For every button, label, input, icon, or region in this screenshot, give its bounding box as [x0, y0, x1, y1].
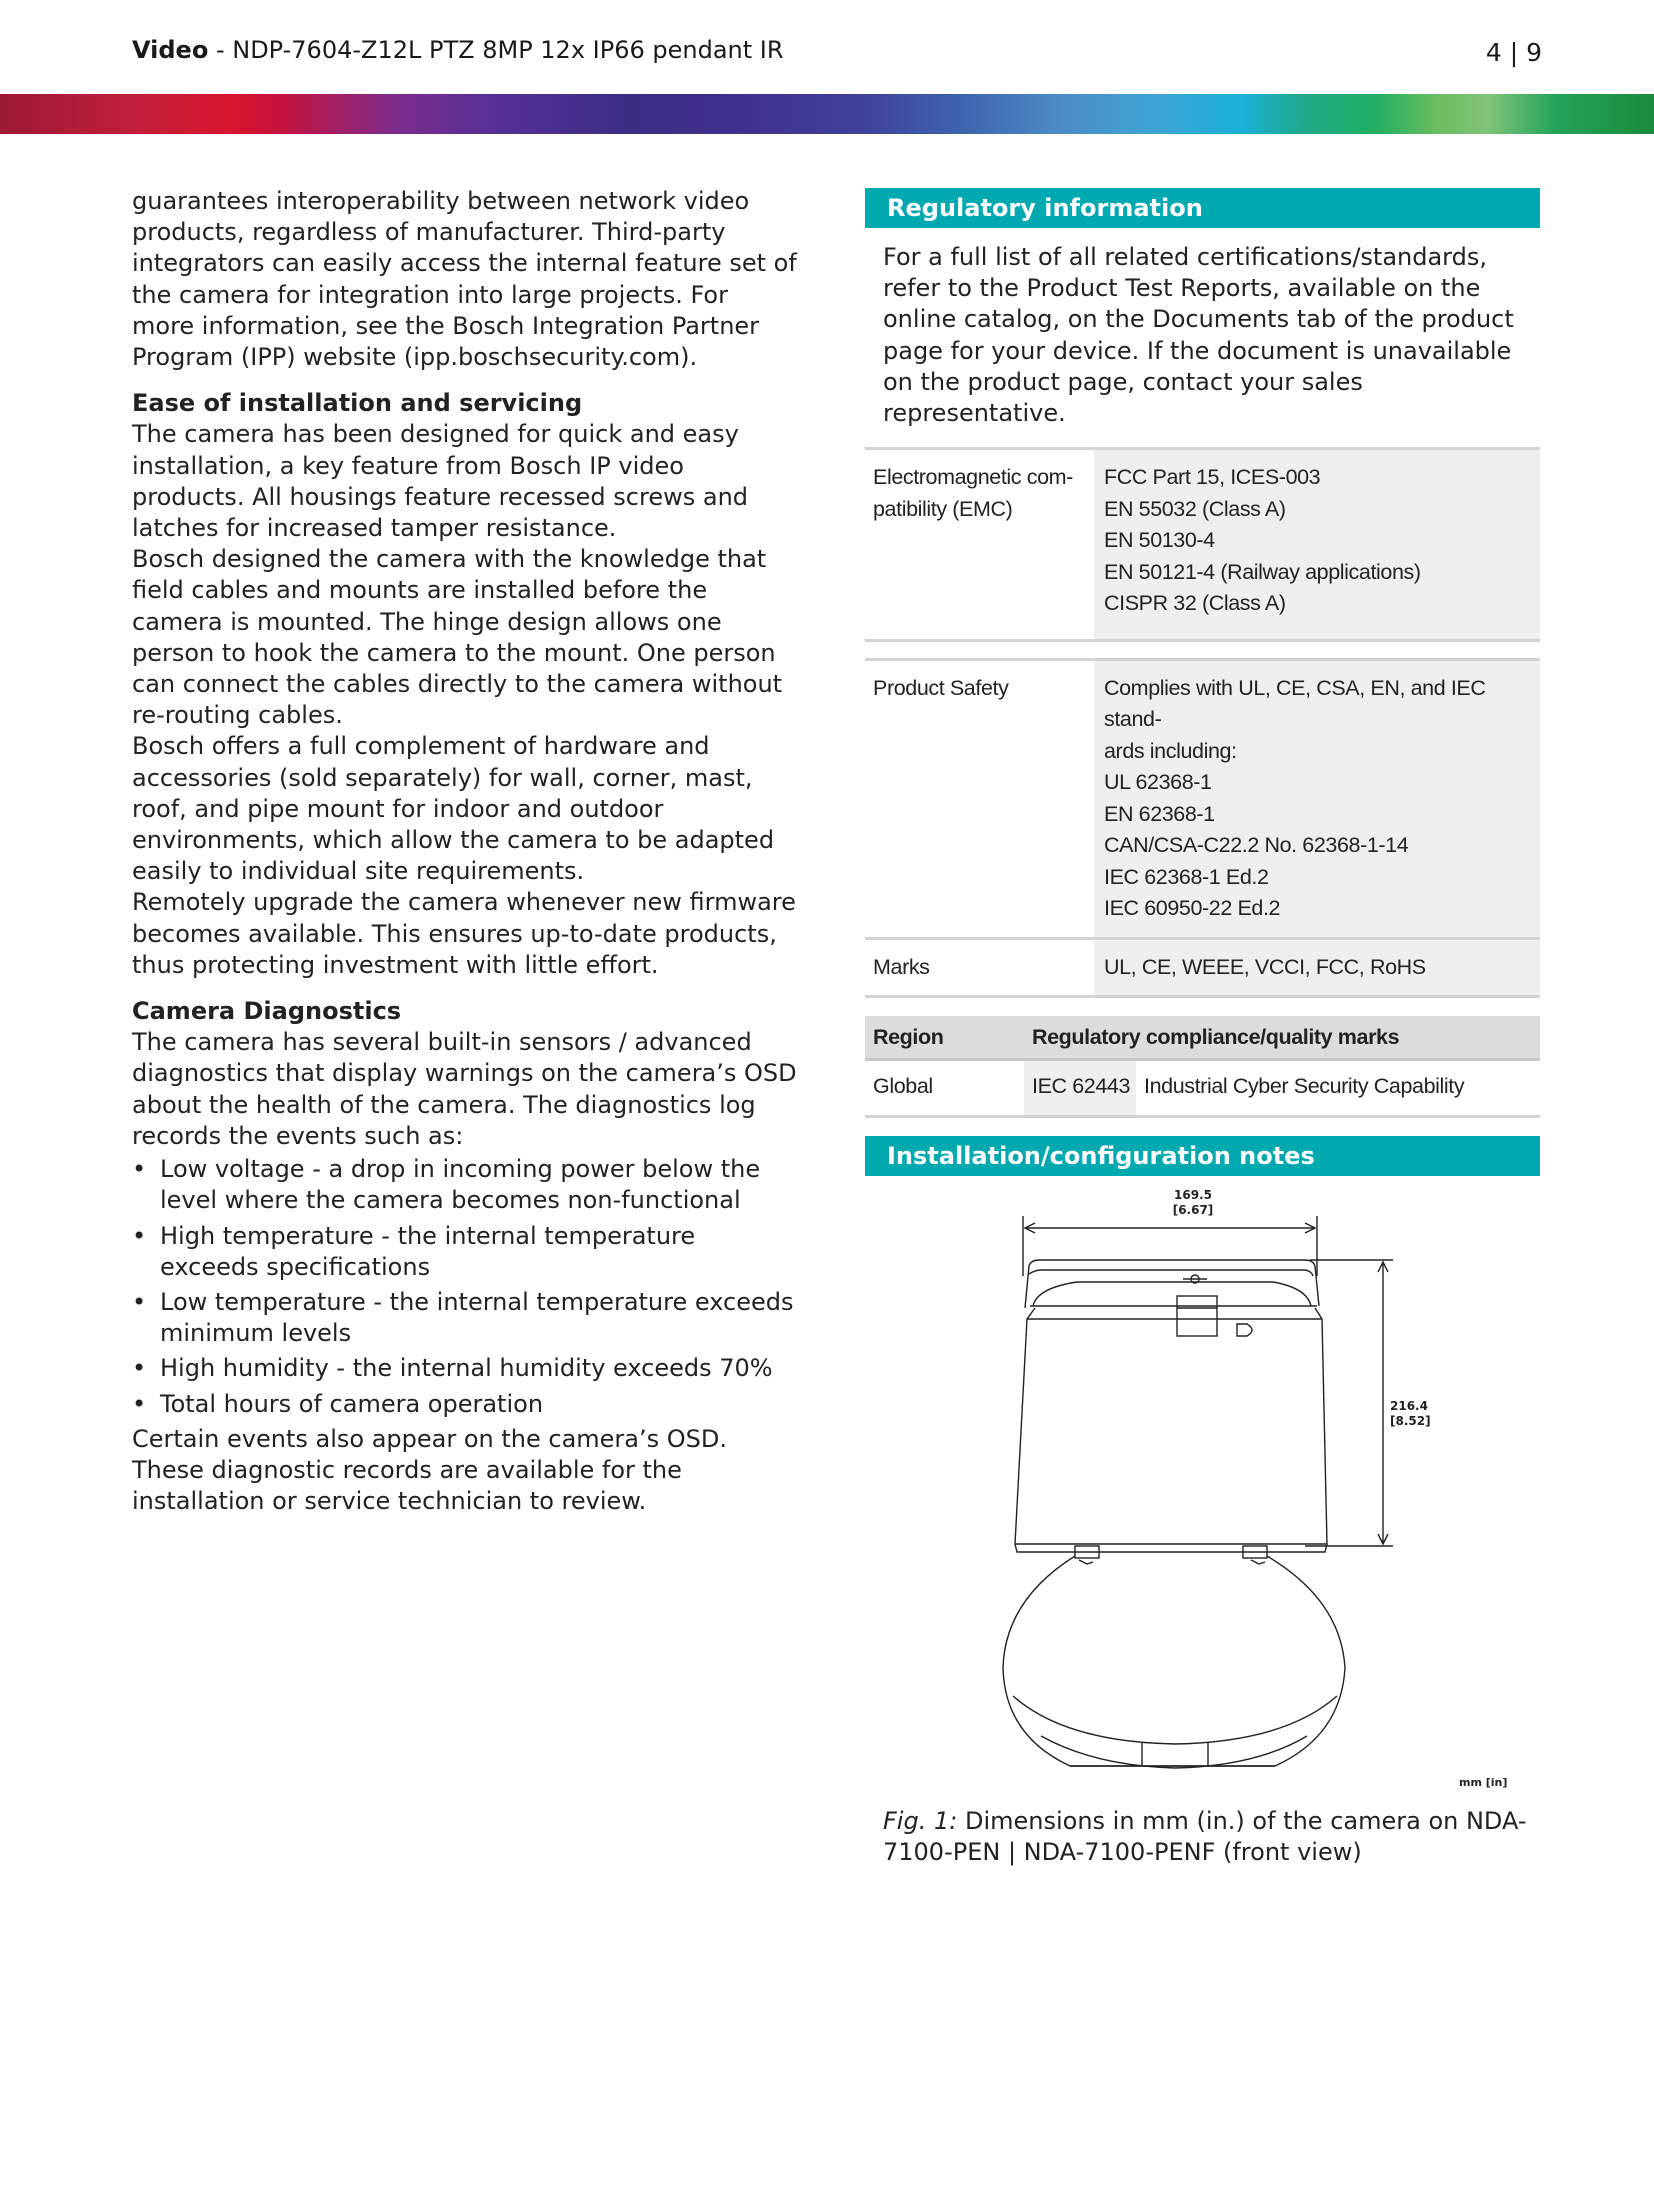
color-band-decoration: [0, 94, 1654, 134]
regulatory-intro: For a full list of all related certifications/standards, refer to the Product Test Reports, available on the online catalog, on the Documents tab of the product page for your device. If the document is unavailable on the product page, contact your sales representative.: [883, 243, 1514, 428]
diagnostics-paragraph-2: Certain events also appear on the camera’s OSD. These diagnostic records are available for the installation or service technician to review.: [132, 1424, 727, 1516]
regulatory-table-continued: [865, 658, 1540, 999]
latch-block: [1177, 1296, 1217, 1336]
ease-heading: Ease of installation and servicing: [132, 389, 583, 418]
page-header: [132, 36, 1542, 72]
width-mm-label: 169.5: [1174, 1188, 1212, 1203]
top-cap: [1033, 1282, 1311, 1306]
interop-paragraph: guarantees interoperability between network video products, regardless of manufacturer. Third-party integrators can easily access the internal feature set of the camera for integration into large projects. For more information, see the Bosch Integration Partner Program (IPP) website (ipp.boschsecurity.com).: [132, 187, 797, 372]
product-name: NDP-7604-Z12L PTZ 8MP 12x IP66 pendant IR: [232, 36, 784, 64]
caption-text: Dimensions in mm (in.) of the camera on NDA-7100-PEN | NDA-7100-PENF (front view): [883, 1807, 1527, 1867]
document-category: Video: [132, 36, 209, 64]
ease-paragraph-1: The camera has been designed for quick and easy installation, a key feature from Bosch IP video products. All housings feature recessed screws and latches for increased tamper resistance.: [132, 420, 749, 543]
region-column-header: Region: [865, 1016, 1024, 1060]
regulatory-table: [865, 447, 1540, 639]
table-row: [865, 938, 1540, 997]
standard-description-cell: Industrial Cyber Security Capability: [1144, 1074, 1465, 1099]
list-item: • Low voltage - a drop in incoming power below the level where the camera becomes non-functional: [132, 1154, 797, 1216]
height-mm-label: 216.4: [1390, 1399, 1428, 1414]
table-row: [865, 1060, 1540, 1117]
safety-values: Complies with UL, CE, CSA, EN, and IEC stand- ards including: UL 62368-1 EN 62368-1 CAN/CSA-C22.2 No. 62368-1-14 IEC 62368-1 Ed.2 IEC 60950-22 Ed.2: [1094, 659, 1540, 938]
housing-body: [1015, 1308, 1327, 1544]
page-number: 4 | 9: [1485, 38, 1542, 67]
safety-label: Product Safety: [865, 659, 1094, 938]
table-header-row: [865, 1016, 1540, 1060]
diagnostics-event-list: [132, 1154, 797, 1420]
standard-code-cell: IEC 62443: [1024, 1060, 1136, 1117]
region-cell: Global: [873, 1074, 933, 1099]
ease-paragraph-2: Bosch designed the camera with the knowledge that field cables and mounts are installed before the camera is mounted. The hinge design allows one person to hook the camera to the mount. One person can connect the cables directly to the camera without re-routing cables.: [132, 545, 783, 730]
installation-heading: Installation/configuration notes: [865, 1136, 1540, 1176]
height-in-label: [8.52]: [1390, 1414, 1431, 1429]
camera-dome: [1003, 1556, 1345, 1766]
ease-paragraph-4: Remotely upgrade the camera whenever new firmware becomes available. This ensures up-to-date products, thus protecting investment with little effort.: [132, 888, 796, 979]
units-label: mm [in]: [1459, 1776, 1508, 1790]
camera-dimension-drawing: [865, 1176, 1540, 1806]
document-title: [132, 36, 784, 64]
diagnostics-heading: Camera Diagnostics: [132, 997, 402, 1026]
marks-value: UL, CE, WEEE, VCCI, FCC, RoHS: [1094, 938, 1540, 997]
width-in-label: [6.67]: [1172, 1203, 1214, 1218]
list-item: • Total hours of camera operation: [132, 1389, 797, 1420]
marks-label: Marks: [865, 938, 1094, 997]
list-item: • Low temperature - the internal temperature exceeds minimum levels: [132, 1287, 797, 1349]
camera-drawing-svg: [865, 1176, 1540, 1806]
figure-caption: [865, 1806, 1540, 1868]
compliance-table: [865, 1016, 1540, 1118]
ease-paragraph-3: Bosch offers a full complement of hardware and accessories (sold separately) for wall, corner, mast, roof, and pipe mount for indoor and outdoor environments, which allow the camera to be adapted easily to individual site requirements.: [132, 732, 775, 886]
marks-column-header: Regulatory compliance/quality marks: [1024, 1016, 1540, 1060]
list-item: • High humidity - the internal humidity exceeds 70%: [132, 1353, 797, 1384]
table-row: [865, 659, 1540, 938]
list-item: • High temperature - the internal temperature exceeds specifications: [132, 1221, 797, 1283]
diagnostics-paragraph-1: The camera has several built-in sensors / advanced diagnostics that display warnings on the camera’s OSD about the health of the camera. The diagnostics log records the events such as:: [132, 1028, 797, 1150]
caption-label: Fig. 1:: [883, 1807, 958, 1836]
table-row: [865, 449, 1540, 639]
right-column: [865, 188, 1540, 1869]
emc-label: Electromagnetic com- patibility (EMC): [865, 449, 1094, 639]
emc-values: FCC Part 15, ICES-003 EN 55032 (Class A) EN 50130-4 EN 50121-4 (Railway applications) CISPR 32 (Class A): [1094, 449, 1540, 639]
regulatory-heading: Regulatory information: [865, 188, 1540, 228]
left-column: [132, 186, 797, 1517]
title-separator: -: [208, 36, 233, 64]
